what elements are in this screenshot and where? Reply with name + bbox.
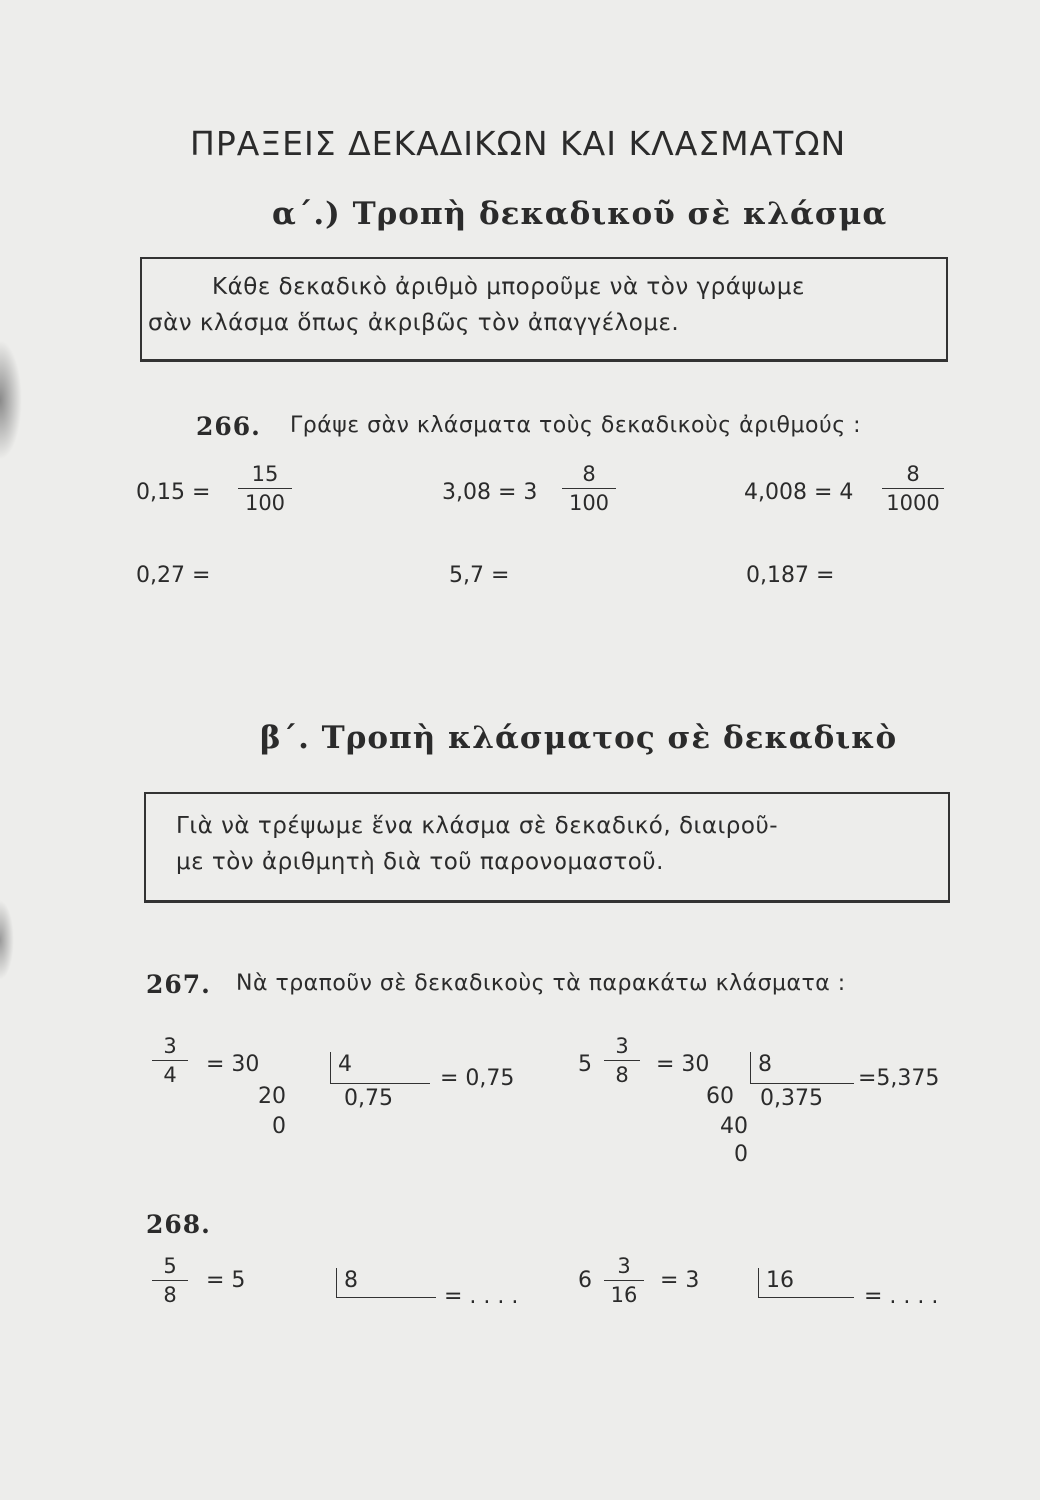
ex266-eq1-fraction xyxy=(238,462,292,515)
division-bracket xyxy=(750,1052,751,1084)
ex267-d2-denominator: 8 xyxy=(615,1063,629,1087)
section-b-rule-line1: Γιὰ νὰ τρέψωμε ἕνα κλάσμα σὲ δεκαδικό, διαιροῦ- xyxy=(176,813,779,839)
ex267-d1-remainder2: 0 xyxy=(272,1114,286,1139)
section-b-heading: β΄. Τροπὴ κλάσματος σὲ δεκαδικὸ xyxy=(260,720,898,756)
ex268-d1-numerator: 5 xyxy=(163,1254,177,1278)
ex268-d2-fraction xyxy=(604,1254,644,1307)
division-line xyxy=(758,1297,854,1298)
ex268-d2-result: = . . . . xyxy=(864,1284,939,1309)
ex267-d1-numerator: 3 xyxy=(163,1034,177,1058)
ex266-eq1-numerator: 15 xyxy=(251,462,279,486)
ex268-d1-result: = . . . . xyxy=(444,1284,519,1309)
fraction-bar xyxy=(152,1060,188,1061)
ex268-d2-denominator: 16 xyxy=(610,1283,638,1307)
ex267-d2-dividend: = 30 xyxy=(656,1052,710,1077)
ex267-d1-dividend: = 30 xyxy=(206,1052,260,1077)
ex268-d1-dividend: = 5 xyxy=(206,1268,246,1293)
division-line xyxy=(336,1297,436,1298)
ex267-d2-fraction xyxy=(604,1034,640,1087)
ex268-d1-divisor: 8 xyxy=(344,1268,358,1293)
ex266-eq2-fraction xyxy=(562,462,616,515)
division-bracket xyxy=(758,1268,759,1298)
ex266-eq1-left: 0,15 = xyxy=(136,480,211,505)
section-a-rule-line2: σὰν κλάσμα ὅπως ἀκριβῶς τὸν ἀπαγγέλομε. xyxy=(148,310,680,336)
division-bracket xyxy=(336,1268,337,1298)
ex267-d2-remainder1: 60 xyxy=(706,1084,734,1109)
ex266-eq1-denominator: 100 xyxy=(244,491,286,515)
ex268-d1-denominator: 8 xyxy=(163,1283,177,1307)
ex267-d2-result: =5,375 xyxy=(858,1066,940,1091)
ex266-eq2-left: 3,08 = 3 xyxy=(442,480,538,505)
fraction-bar xyxy=(238,488,292,489)
section-b-rule-box xyxy=(144,792,950,903)
division-bracket xyxy=(330,1052,331,1084)
fraction-bar xyxy=(604,1060,640,1061)
page-edge-shadow-lower xyxy=(0,900,14,980)
fraction-bar xyxy=(882,488,944,489)
exercise-266-instruction: Γράψε σὰν κλάσματα τοὺς δεκαδικοὺς ἀριθμούς : xyxy=(290,413,862,438)
ex267-d2-remainder3: 0 xyxy=(734,1142,748,1167)
ex267-d1-quotient: 0,75 xyxy=(344,1086,393,1111)
ex266-eq2-numerator: 8 xyxy=(582,462,596,486)
fraction-bar xyxy=(604,1280,644,1281)
ex268-d2-divisor: 16 xyxy=(766,1268,794,1293)
ex267-d2-divisor: 8 xyxy=(758,1052,772,1077)
ex267-d1-divisor: 4 xyxy=(338,1052,352,1077)
section-a-rule-box xyxy=(140,257,948,362)
page-edge-shadow xyxy=(0,340,22,460)
ex267-d2-quotient: 0,375 xyxy=(760,1086,823,1111)
ex266-eq3-fraction xyxy=(882,462,944,515)
fraction-bar xyxy=(152,1280,188,1281)
page-title: ΠΡΑΞΕΙΣ ΔΕΚΑΔΙΚΩΝ ΚΑΙ ΚΛΑΣΜΑΤΩΝ xyxy=(190,124,847,163)
ex267-d2-whole: 5 xyxy=(578,1052,592,1077)
exercise-268-number: 268. xyxy=(146,1210,211,1239)
ex268-d2-numerator: 3 xyxy=(617,1254,631,1278)
exercise-266-number: 266. xyxy=(196,412,261,441)
section-a-rule-line1: Κάθε δεκαδικὸ ἀριθμὸ μποροῦμε νὰ τὸν γράψωμε xyxy=(212,274,805,300)
ex266-eq4-left: 0,27 = xyxy=(136,563,211,588)
ex267-d1-denominator: 4 xyxy=(163,1063,177,1087)
exercise-267-number: 267. xyxy=(146,970,211,999)
ex266-eq5-left: 5,7 = xyxy=(449,563,510,588)
ex266-eq2-denominator: 100 xyxy=(568,491,610,515)
ex267-d1-result: = 0,75 xyxy=(440,1066,515,1091)
ex266-eq3-numerator: 8 xyxy=(906,462,920,486)
fraction-bar xyxy=(562,488,616,489)
section-b-rule-line2: με τὸν ἀριθμητὴ διὰ τοῦ παρονομαστοῦ. xyxy=(176,849,664,875)
division-line xyxy=(750,1083,854,1084)
ex266-eq6-left: 0,187 = xyxy=(746,563,835,588)
ex268-d2-whole: 6 xyxy=(578,1268,592,1293)
ex266-eq3-left: 4,008 = 4 xyxy=(744,480,854,505)
exercise-267-instruction: Νὰ τραποῦν σὲ δεκαδικοὺς τὰ παρακάτω κλάσματα : xyxy=(236,971,846,996)
division-line xyxy=(330,1083,430,1084)
ex267-d2-remainder2: 40 xyxy=(720,1114,748,1139)
ex267-d1-remainder1: 20 xyxy=(258,1084,286,1109)
section-a-heading: α΄.) Τροπὴ δεκαδικοῦ σὲ κλάσμα xyxy=(272,196,888,232)
ex267-d2-numerator: 3 xyxy=(615,1034,629,1058)
ex268-d1-fraction xyxy=(152,1254,188,1307)
ex268-d2-dividend: = 3 xyxy=(660,1268,700,1293)
ex266-eq3-denominator: 1000 xyxy=(886,491,940,515)
ex267-d1-fraction xyxy=(152,1034,188,1087)
